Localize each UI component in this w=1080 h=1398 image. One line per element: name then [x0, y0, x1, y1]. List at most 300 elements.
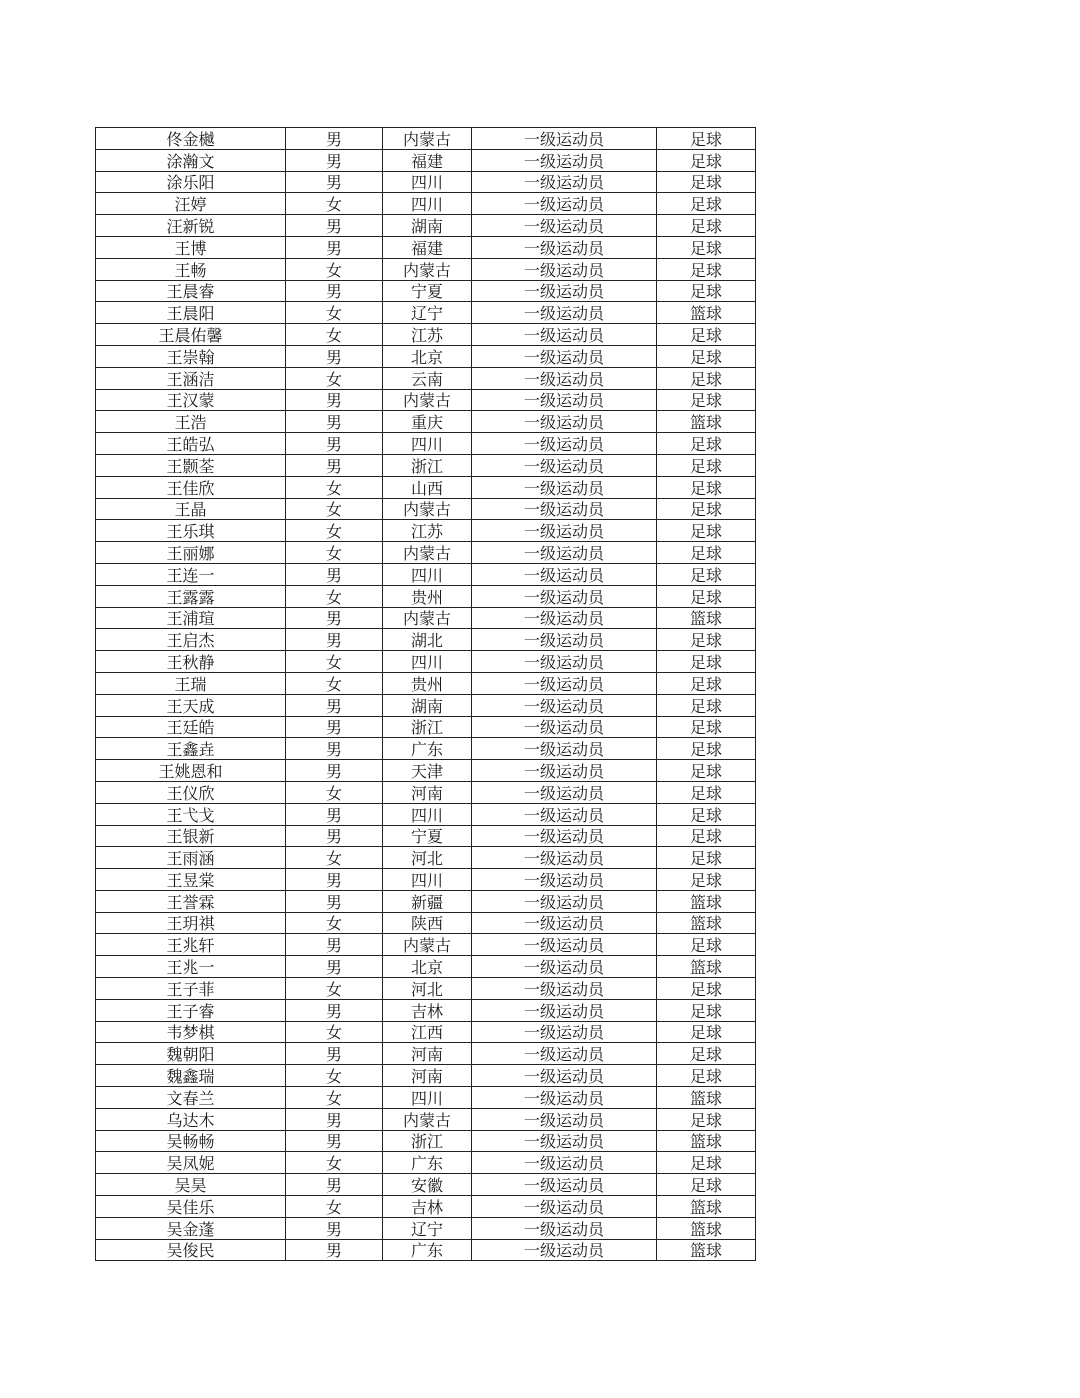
- table-row: [96, 193, 756, 215]
- sport-cell: 足球: [657, 345, 756, 367]
- level-cell: 一级运动员: [472, 1217, 657, 1239]
- province-cell: 贵州: [383, 585, 472, 607]
- level-cell: 一级运动员: [472, 978, 657, 1000]
- gender-cell: 女: [286, 1065, 383, 1087]
- gender-cell: 男: [286, 1043, 383, 1065]
- sport-cell: 足球: [657, 476, 756, 498]
- sport-cell: 足球: [657, 781, 756, 803]
- level-cell: 一级运动员: [472, 672, 657, 694]
- gender-cell: 男: [286, 999, 383, 1021]
- name-cell: 王廷皓: [96, 716, 286, 738]
- name-cell: 吴凤妮: [96, 1152, 286, 1174]
- province-cell: 河南: [383, 1065, 472, 1087]
- table-row: [96, 803, 756, 825]
- name-cell: 王晨阳: [96, 302, 286, 324]
- province-cell: 四川: [383, 869, 472, 891]
- name-cell: 王秋静: [96, 651, 286, 673]
- table-row: [96, 324, 756, 346]
- table-row: [96, 258, 756, 280]
- table-row: [96, 760, 756, 782]
- level-cell: 一级运动员: [472, 1065, 657, 1087]
- name-cell: 汪婷: [96, 193, 286, 215]
- sport-cell: 足球: [657, 651, 756, 673]
- province-cell: 河南: [383, 781, 472, 803]
- table-row: [96, 585, 756, 607]
- name-cell: 王崇翰: [96, 345, 286, 367]
- level-cell: 一级运动员: [472, 716, 657, 738]
- table-row: [96, 1239, 756, 1261]
- name-cell: 王博: [96, 236, 286, 258]
- name-cell: 文春兰: [96, 1087, 286, 1109]
- table-row: [96, 1152, 756, 1174]
- province-cell: 湖北: [383, 629, 472, 651]
- province-cell: 浙江: [383, 716, 472, 738]
- province-cell: 江苏: [383, 520, 472, 542]
- sport-cell: 足球: [657, 999, 756, 1021]
- sport-cell: 足球: [657, 1152, 756, 1174]
- province-cell: 广东: [383, 1239, 472, 1261]
- sport-cell: 篮球: [657, 1217, 756, 1239]
- gender-cell: 男: [286, 411, 383, 433]
- name-cell: 吴昊: [96, 1174, 286, 1196]
- province-cell: 贵州: [383, 672, 472, 694]
- gender-cell: 男: [286, 825, 383, 847]
- table-row: [96, 1217, 756, 1239]
- level-cell: 一级运动员: [472, 607, 657, 629]
- gender-cell: 男: [286, 563, 383, 585]
- province-cell: 内蒙古: [383, 934, 472, 956]
- sport-cell: 足球: [657, 1043, 756, 1065]
- sport-cell: 篮球: [657, 302, 756, 324]
- table-row: [96, 890, 756, 912]
- sport-cell: 足球: [657, 149, 756, 171]
- province-cell: 广东: [383, 738, 472, 760]
- sport-cell: 足球: [657, 825, 756, 847]
- province-cell: 浙江: [383, 1130, 472, 1152]
- name-cell: 王畅: [96, 258, 286, 280]
- table-row: [96, 672, 756, 694]
- sport-cell: 足球: [657, 803, 756, 825]
- table-row: [96, 280, 756, 302]
- province-cell: 福建: [383, 236, 472, 258]
- gender-cell: 男: [286, 1108, 383, 1130]
- sport-cell: 足球: [657, 1065, 756, 1087]
- province-cell: 山西: [383, 476, 472, 498]
- sport-cell: 篮球: [657, 411, 756, 433]
- sport-cell: 篮球: [657, 1196, 756, 1218]
- level-cell: 一级运动员: [472, 847, 657, 869]
- sport-cell: 足球: [657, 367, 756, 389]
- gender-cell: 男: [286, 454, 383, 476]
- table-row: [96, 1043, 756, 1065]
- sport-cell: 足球: [657, 716, 756, 738]
- table-row: [96, 498, 756, 520]
- sport-cell: 足球: [657, 978, 756, 1000]
- level-cell: 一级运动员: [472, 149, 657, 171]
- gender-cell: 男: [286, 694, 383, 716]
- province-cell: 河南: [383, 1043, 472, 1065]
- gender-cell: 男: [286, 956, 383, 978]
- gender-cell: 男: [286, 345, 383, 367]
- level-cell: 一级运动员: [472, 1152, 657, 1174]
- level-cell: 一级运动员: [472, 934, 657, 956]
- province-cell: 四川: [383, 171, 472, 193]
- table-row: [96, 934, 756, 956]
- table-row: [96, 476, 756, 498]
- name-cell: 王鑫垚: [96, 738, 286, 760]
- roster-body: [96, 128, 756, 1261]
- sport-cell: 足球: [657, 1174, 756, 1196]
- table-row: [96, 1108, 756, 1130]
- sport-cell: 足球: [657, 280, 756, 302]
- table-row: [96, 149, 756, 171]
- table-row: [96, 367, 756, 389]
- sport-cell: 篮球: [657, 890, 756, 912]
- province-cell: 内蒙古: [383, 1108, 472, 1130]
- name-cell: 王兆一: [96, 956, 286, 978]
- gender-cell: 男: [286, 869, 383, 891]
- level-cell: 一级运动员: [472, 825, 657, 847]
- level-cell: 一级运动员: [472, 585, 657, 607]
- name-cell: 王乐琪: [96, 520, 286, 542]
- gender-cell: 女: [286, 476, 383, 498]
- name-cell: 涂瀚文: [96, 149, 286, 171]
- province-cell: 四川: [383, 651, 472, 673]
- table-row: [96, 607, 756, 629]
- name-cell: 王兆轩: [96, 934, 286, 956]
- gender-cell: 男: [286, 760, 383, 782]
- name-cell: 王昱棠: [96, 869, 286, 891]
- sport-cell: 足球: [657, 389, 756, 411]
- sport-cell: 足球: [657, 1108, 756, 1130]
- province-cell: 四川: [383, 1087, 472, 1109]
- province-cell: 宁夏: [383, 825, 472, 847]
- table-row: [96, 542, 756, 564]
- name-cell: 王露露: [96, 585, 286, 607]
- province-cell: 辽宁: [383, 1217, 472, 1239]
- level-cell: 一级运动员: [472, 694, 657, 716]
- gender-cell: 男: [286, 1217, 383, 1239]
- gender-cell: 女: [286, 520, 383, 542]
- sport-cell: 足球: [657, 738, 756, 760]
- gender-cell: 男: [286, 607, 383, 629]
- name-cell: 王雨涵: [96, 847, 286, 869]
- name-cell: 王瑞: [96, 672, 286, 694]
- sport-cell: 篮球: [657, 912, 756, 934]
- level-cell: 一级运动员: [472, 302, 657, 324]
- gender-cell: 男: [286, 280, 383, 302]
- name-cell: 吴畅畅: [96, 1130, 286, 1152]
- athlete-roster-table: [95, 127, 756, 1261]
- name-cell: 韦梦棋: [96, 1021, 286, 1043]
- level-cell: 一级运动员: [472, 433, 657, 455]
- sport-cell: 足球: [657, 520, 756, 542]
- province-cell: 吉林: [383, 1196, 472, 1218]
- sport-cell: 足球: [657, 694, 756, 716]
- gender-cell: 男: [286, 1130, 383, 1152]
- province-cell: 河北: [383, 847, 472, 869]
- sport-cell: 足球: [657, 454, 756, 476]
- gender-cell: 女: [286, 367, 383, 389]
- sport-cell: 足球: [657, 498, 756, 520]
- province-cell: 重庆: [383, 411, 472, 433]
- gender-cell: 女: [286, 585, 383, 607]
- name-cell: 汪新锐: [96, 215, 286, 237]
- level-cell: 一级运动员: [472, 193, 657, 215]
- gender-cell: 女: [286, 651, 383, 673]
- gender-cell: 女: [286, 1152, 383, 1174]
- province-cell: 四川: [383, 803, 472, 825]
- name-cell: 王皓弘: [96, 433, 286, 455]
- table-row: [96, 302, 756, 324]
- province-cell: 江苏: [383, 324, 472, 346]
- level-cell: 一级运动员: [472, 912, 657, 934]
- gender-cell: 男: [286, 236, 383, 258]
- level-cell: 一级运动员: [472, 1239, 657, 1261]
- level-cell: 一级运动员: [472, 629, 657, 651]
- sport-cell: 足球: [657, 128, 756, 150]
- province-cell: 天津: [383, 760, 472, 782]
- sport-cell: 足球: [657, 193, 756, 215]
- sport-cell: 足球: [657, 869, 756, 891]
- sport-cell: 篮球: [657, 1087, 756, 1109]
- province-cell: 宁夏: [383, 280, 472, 302]
- province-cell: 北京: [383, 956, 472, 978]
- sport-cell: 足球: [657, 171, 756, 193]
- province-cell: 广东: [383, 1152, 472, 1174]
- level-cell: 一级运动员: [472, 171, 657, 193]
- table-row: [96, 128, 756, 150]
- table-row: [96, 651, 756, 673]
- level-cell: 一级运动员: [472, 520, 657, 542]
- gender-cell: 女: [286, 258, 383, 280]
- sport-cell: 足球: [657, 1021, 756, 1043]
- table-row: [96, 629, 756, 651]
- sport-cell: 足球: [657, 258, 756, 280]
- province-cell: 四川: [383, 433, 472, 455]
- level-cell: 一级运动员: [472, 1196, 657, 1218]
- level-cell: 一级运动员: [472, 1087, 657, 1109]
- level-cell: 一级运动员: [472, 956, 657, 978]
- province-cell: 湖南: [383, 694, 472, 716]
- province-cell: 内蒙古: [383, 498, 472, 520]
- name-cell: 王颢荃: [96, 454, 286, 476]
- gender-cell: 男: [286, 803, 383, 825]
- table-row: [96, 563, 756, 585]
- table-row: [96, 171, 756, 193]
- name-cell: 王玥祺: [96, 912, 286, 934]
- table-row: [96, 869, 756, 891]
- name-cell: 乌达木: [96, 1108, 286, 1130]
- gender-cell: 女: [286, 1196, 383, 1218]
- province-cell: 云南: [383, 367, 472, 389]
- table-row: [96, 738, 756, 760]
- gender-cell: 女: [286, 912, 383, 934]
- level-cell: 一级运动员: [472, 890, 657, 912]
- province-cell: 内蒙古: [383, 389, 472, 411]
- gender-cell: 女: [286, 847, 383, 869]
- gender-cell: 女: [286, 1087, 383, 1109]
- level-cell: 一级运动员: [472, 781, 657, 803]
- gender-cell: 男: [286, 171, 383, 193]
- name-cell: 王天成: [96, 694, 286, 716]
- table-row: [96, 433, 756, 455]
- name-cell: 王佳欣: [96, 476, 286, 498]
- name-cell: 王晨睿: [96, 280, 286, 302]
- table-row: [96, 215, 756, 237]
- level-cell: 一级运动员: [472, 651, 657, 673]
- level-cell: 一级运动员: [472, 563, 657, 585]
- level-cell: 一级运动员: [472, 542, 657, 564]
- name-cell: 王子睿: [96, 999, 286, 1021]
- sport-cell: 足球: [657, 324, 756, 346]
- province-cell: 辽宁: [383, 302, 472, 324]
- sport-cell: 足球: [657, 847, 756, 869]
- level-cell: 一级运动员: [472, 411, 657, 433]
- province-cell: 内蒙古: [383, 542, 472, 564]
- sport-cell: 足球: [657, 542, 756, 564]
- table-row: [96, 1021, 756, 1043]
- name-cell: 王誉霖: [96, 890, 286, 912]
- table-row: [96, 978, 756, 1000]
- name-cell: 王浩: [96, 411, 286, 433]
- level-cell: 一级运动员: [472, 869, 657, 891]
- gender-cell: 女: [286, 672, 383, 694]
- province-cell: 四川: [383, 563, 472, 585]
- province-cell: 河北: [383, 978, 472, 1000]
- table-row: [96, 999, 756, 1021]
- sport-cell: 足球: [657, 563, 756, 585]
- gender-cell: 男: [286, 389, 383, 411]
- gender-cell: 女: [286, 193, 383, 215]
- level-cell: 一级运动员: [472, 367, 657, 389]
- name-cell: 吴金蓬: [96, 1217, 286, 1239]
- province-cell: 内蒙古: [383, 128, 472, 150]
- name-cell: 王涵洁: [96, 367, 286, 389]
- table-row: [96, 847, 756, 869]
- name-cell: 魏朝阳: [96, 1043, 286, 1065]
- name-cell: 王启杰: [96, 629, 286, 651]
- province-cell: 湖南: [383, 215, 472, 237]
- gender-cell: 女: [286, 498, 383, 520]
- name-cell: 王晨佑馨: [96, 324, 286, 346]
- table-row: [96, 1174, 756, 1196]
- table-row: [96, 520, 756, 542]
- level-cell: 一级运动员: [472, 760, 657, 782]
- gender-cell: 女: [286, 542, 383, 564]
- name-cell: 王汉蒙: [96, 389, 286, 411]
- table-row: [96, 411, 756, 433]
- table-row: [96, 1065, 756, 1087]
- name-cell: 吴佳乐: [96, 1196, 286, 1218]
- gender-cell: 男: [286, 1174, 383, 1196]
- province-cell: 福建: [383, 149, 472, 171]
- sport-cell: 足球: [657, 215, 756, 237]
- level-cell: 一级运动员: [472, 258, 657, 280]
- name-cell: 王晶: [96, 498, 286, 520]
- table-row: [96, 236, 756, 258]
- province-cell: 陕西: [383, 912, 472, 934]
- name-cell: 王子菲: [96, 978, 286, 1000]
- level-cell: 一级运动员: [472, 803, 657, 825]
- sport-cell: 足球: [657, 629, 756, 651]
- table-row: [96, 716, 756, 738]
- name-cell: 王浦瑄: [96, 607, 286, 629]
- level-cell: 一级运动员: [472, 215, 657, 237]
- level-cell: 一级运动员: [472, 1130, 657, 1152]
- sport-cell: 足球: [657, 585, 756, 607]
- table-row: [96, 781, 756, 803]
- level-cell: 一级运动员: [472, 389, 657, 411]
- gender-cell: 男: [286, 128, 383, 150]
- sport-cell: 足球: [657, 672, 756, 694]
- level-cell: 一级运动员: [472, 476, 657, 498]
- level-cell: 一级运动员: [472, 999, 657, 1021]
- province-cell: 新疆: [383, 890, 472, 912]
- name-cell: 佟金樾: [96, 128, 286, 150]
- gender-cell: 女: [286, 978, 383, 1000]
- province-cell: 吉林: [383, 999, 472, 1021]
- province-cell: 内蒙古: [383, 607, 472, 629]
- gender-cell: 男: [286, 629, 383, 651]
- name-cell: 涂乐阳: [96, 171, 286, 193]
- level-cell: 一级运动员: [472, 324, 657, 346]
- level-cell: 一级运动员: [472, 345, 657, 367]
- gender-cell: 男: [286, 890, 383, 912]
- gender-cell: 男: [286, 934, 383, 956]
- table-row: [96, 1087, 756, 1109]
- name-cell: 吴俊民: [96, 1239, 286, 1261]
- name-cell: 王银新: [96, 825, 286, 847]
- sport-cell: 篮球: [657, 1239, 756, 1261]
- level-cell: 一级运动员: [472, 280, 657, 302]
- table-row: [96, 912, 756, 934]
- name-cell: 王姚恩和: [96, 760, 286, 782]
- name-cell: 王丽娜: [96, 542, 286, 564]
- name-cell: 魏鑫瑞: [96, 1065, 286, 1087]
- table-row: [96, 825, 756, 847]
- province-cell: 浙江: [383, 454, 472, 476]
- gender-cell: 女: [286, 324, 383, 346]
- province-cell: 四川: [383, 193, 472, 215]
- sport-cell: 足球: [657, 433, 756, 455]
- table-row: [96, 1196, 756, 1218]
- name-cell: 王连一: [96, 563, 286, 585]
- province-cell: 江西: [383, 1021, 472, 1043]
- table-row: [96, 956, 756, 978]
- level-cell: 一级运动员: [472, 1043, 657, 1065]
- name-cell: 王弋戈: [96, 803, 286, 825]
- sport-cell: 篮球: [657, 607, 756, 629]
- name-cell: 王仪欣: [96, 781, 286, 803]
- level-cell: 一级运动员: [472, 236, 657, 258]
- gender-cell: 女: [286, 1021, 383, 1043]
- province-cell: 内蒙古: [383, 258, 472, 280]
- gender-cell: 男: [286, 215, 383, 237]
- province-cell: 北京: [383, 345, 472, 367]
- gender-cell: 男: [286, 433, 383, 455]
- gender-cell: 女: [286, 302, 383, 324]
- gender-cell: 男: [286, 716, 383, 738]
- gender-cell: 男: [286, 738, 383, 760]
- level-cell: 一级运动员: [472, 498, 657, 520]
- level-cell: 一级运动员: [472, 1021, 657, 1043]
- level-cell: 一级运动员: [472, 454, 657, 476]
- gender-cell: 女: [286, 781, 383, 803]
- sport-cell: 足球: [657, 934, 756, 956]
- level-cell: 一级运动员: [472, 738, 657, 760]
- sport-cell: 足球: [657, 236, 756, 258]
